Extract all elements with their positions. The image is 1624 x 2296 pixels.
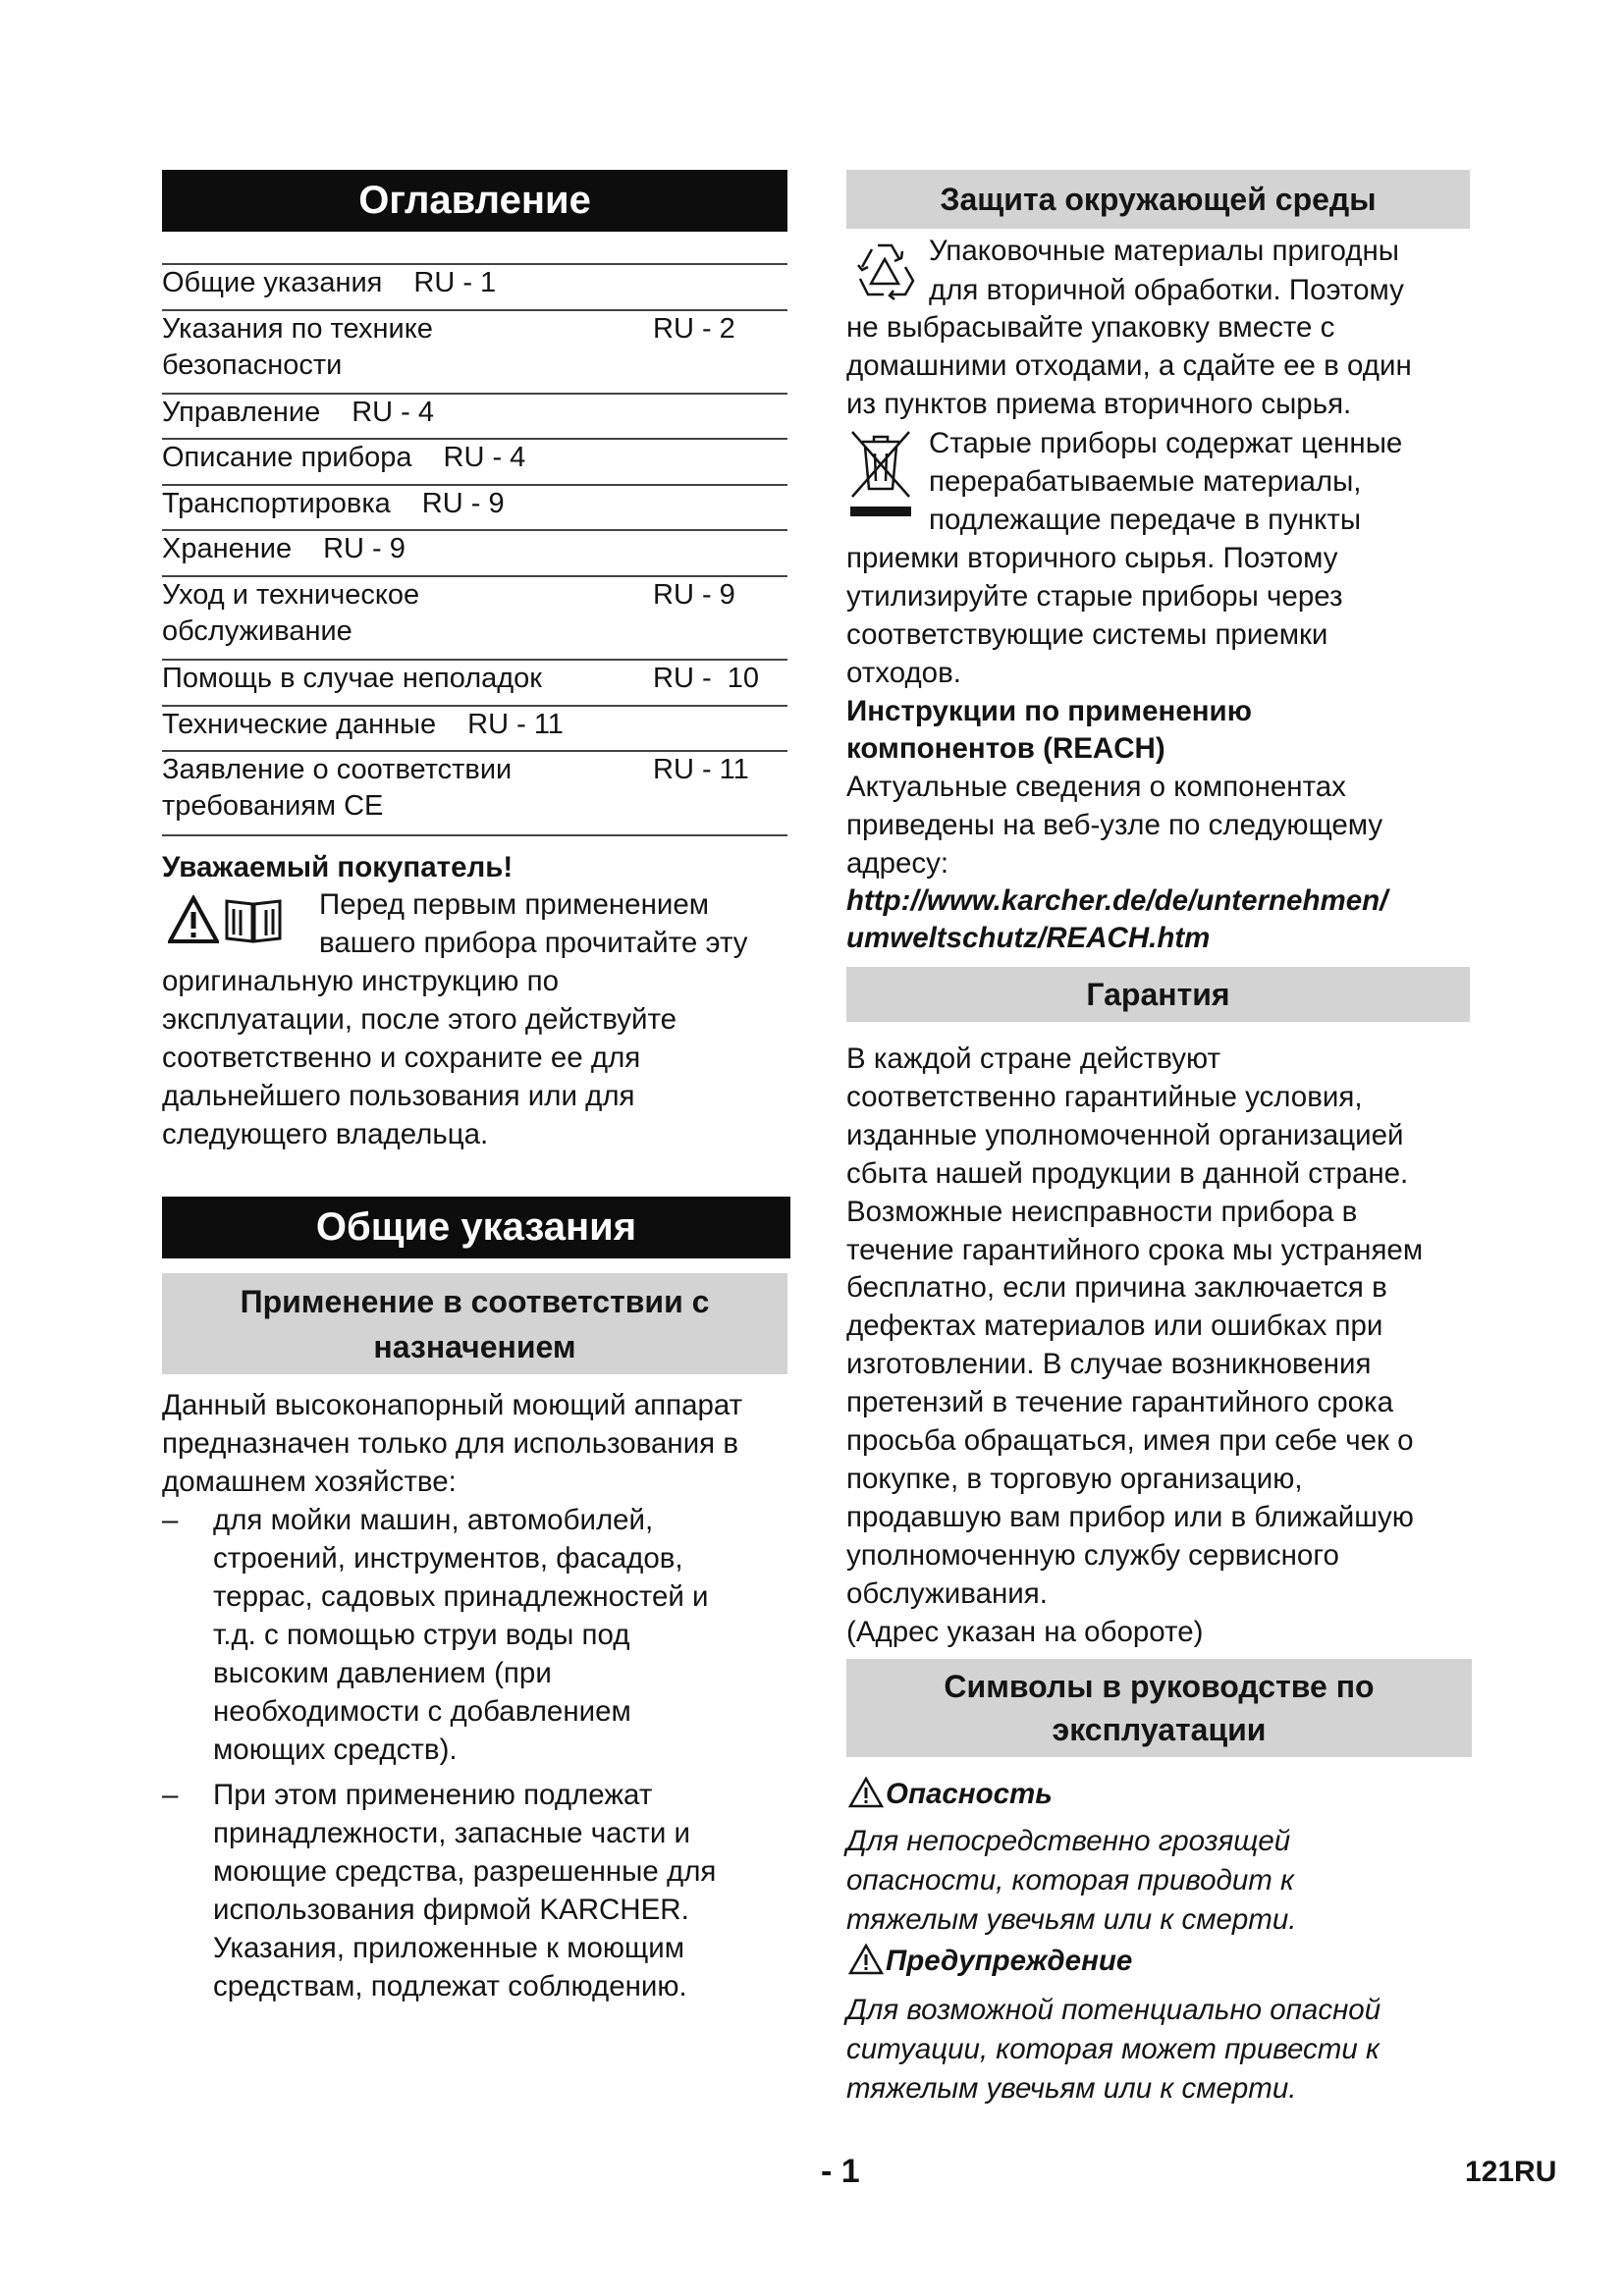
weee-line3: подлежащие передаче в пункты [929,504,1362,536]
toc-row-title: Управление [162,397,321,428]
warning-label: Предупреждение [886,1945,1133,1977]
warning-triangle-icon [168,895,219,944]
toc-row-page: RU - 9 [653,579,735,611]
page-code: 121RU [1465,2156,1557,2188]
recycle-line2: для вторичной обработки. Поэтому [929,274,1404,306]
toc-row-page: RU - 4 [352,397,435,428]
crossed-bin-icon [848,428,913,516]
toc-row-title: Описание прибора [162,442,412,473]
customer-lead-line2: вашего прибора прочитайте эту [319,927,748,959]
toc-row-title: Технические данные [162,709,437,740]
toc-row [162,484,787,531]
warning-text: Для возможной потенциально опасной ситуации, которая может привести к тяжелым увечьям или к смерти. [846,1994,1381,2105]
toc-row [162,575,787,661]
toc-row-title: Указания по технике безопасности [162,313,433,381]
toc-title: Оглавление [162,170,787,232]
general-subtitle: Применение в соответствии с назначением [162,1273,787,1374]
general-title: Общие указания [162,1197,790,1258]
warranty-body: В каждой стране действуют соответственно гарантийные условия, изданные уполномоченной организацией сбыта нашей продукции в данной стране. Возможные неисправности прибора в течение гарантийного срока мы устраняем бесплатно, если причина заключается в дефектах материалов или ошибках при изготовлении. В случае возникновения претензий в течение гарантийного срока просьба обращаться, имея при себе чек о покупке, в торговую организацию, продавшую вам прибор или в ближайшую уполномоченную службу сервисного обслуживания. (Адрес указан на обороте) [846,1042,1424,1648]
toc-row-title: Общие указания [162,267,383,298]
danger-text: Для непосредственно грозящей опасности, которая приводит к тяжелым увечьям или к смерти. [846,1825,1297,1936]
toc-row-page: RU - 2 [653,313,735,345]
recycle-icon [850,240,919,304]
manual-book-icon [223,895,284,944]
customer-lead-line1: Перед первым применением [319,888,710,921]
toc-row [162,309,787,395]
toc-row-title: Заявление о соответствии требованиям CE [162,754,513,822]
toc-row-title: Помощь в случае неполадок [162,663,542,694]
danger-warning-icon [848,1777,884,1808]
bullet-text: При этом применению подлежат принадлежности, запасные части и моющие средства, разрешенные для использования фирмой KARCHER. Указания, приложенные к моющим средствам, подлежат соблюдению. [213,1779,717,2002]
toc-row-title: Хранение [162,533,293,564]
weee-line1: Старые приборы содержат ценные [929,427,1403,459]
toc-row [162,750,787,836]
customer-body: оригинальную инструкцию по эксплуатации, после этого действуйте соответственно и сохраните ее для дальнейшего пользования или для следующего владельца. [162,965,677,1150]
toc-row [162,263,787,311]
weee-body: приемки вторичного сырья. Поэтому утилизируйте старые приборы через соответствующие системы приемки отходов. [846,542,1343,689]
general-intro: Данный высоконапорный моющий аппарат предназначен только для использования в домашнем хозяйстве: [162,1389,743,1498]
toc-row [162,393,787,440]
toc-row [162,705,787,752]
reach-link[interactable]: http://www.karcher.de/de/unternehmen/ umweltschutz/REACH.htm [846,884,1388,954]
caution-warning-icon [848,1944,884,1975]
bullet-dash: – [162,1779,179,1811]
page-number: - 1 [821,2153,860,2190]
toc-row [162,659,787,707]
toc-row [162,438,787,486]
weee-line2: перерабатываемые материалы, [929,465,1362,498]
reach-body: Актуальные сведения о компонентах приведены на веб-узле по следующему адресу: [846,771,1383,880]
symbols-title: Символы в руководстве по эксплуатации [846,1659,1472,1757]
toc-row-title: Уход и техническое обслуживание [162,579,420,647]
toc-row-page: RU - 11 [467,709,564,740]
toc-bottom-rule [162,834,787,836]
toc-row-title: Транспортировка [162,488,391,519]
danger-label: Опасность [886,1778,1053,1810]
toc-row-page: RU - 1 [413,267,497,298]
toc-row-page: RU - 9 [421,488,505,519]
toc-row [162,529,787,577]
toc-row-page: RU - 4 [443,442,526,473]
toc-row-page: RU - 9 [323,533,406,564]
environment-title: Защита окружающей среды [846,170,1470,229]
recycle-line1: Упаковочные материалы пригодны [929,235,1399,267]
bullet-text: для мойки машин, автомобилей, строений, инструментов, фасадов, террас, садовых принадлежностей и т.д. с помощью струи воды под высоким давлением (при необходимости с добавлением моющих средств). [213,1504,709,1766]
warranty-title: Гарантия [846,967,1470,1022]
toc-row-page: RU - 11 [653,754,749,785]
bullet-dash: – [162,1504,179,1536]
recycle-body: не выбрасывайте упаковку вместе с домашними отходами, а сдайте ее в один из пунктов приема вторичного сырья. [846,311,1412,420]
customer-heading: Уважаемый покупатель! [162,851,514,883]
toc-row-page: RU - 10 [653,663,759,694]
reach-heading: Инструкции по применению компонентов (REACH) [846,695,1252,765]
